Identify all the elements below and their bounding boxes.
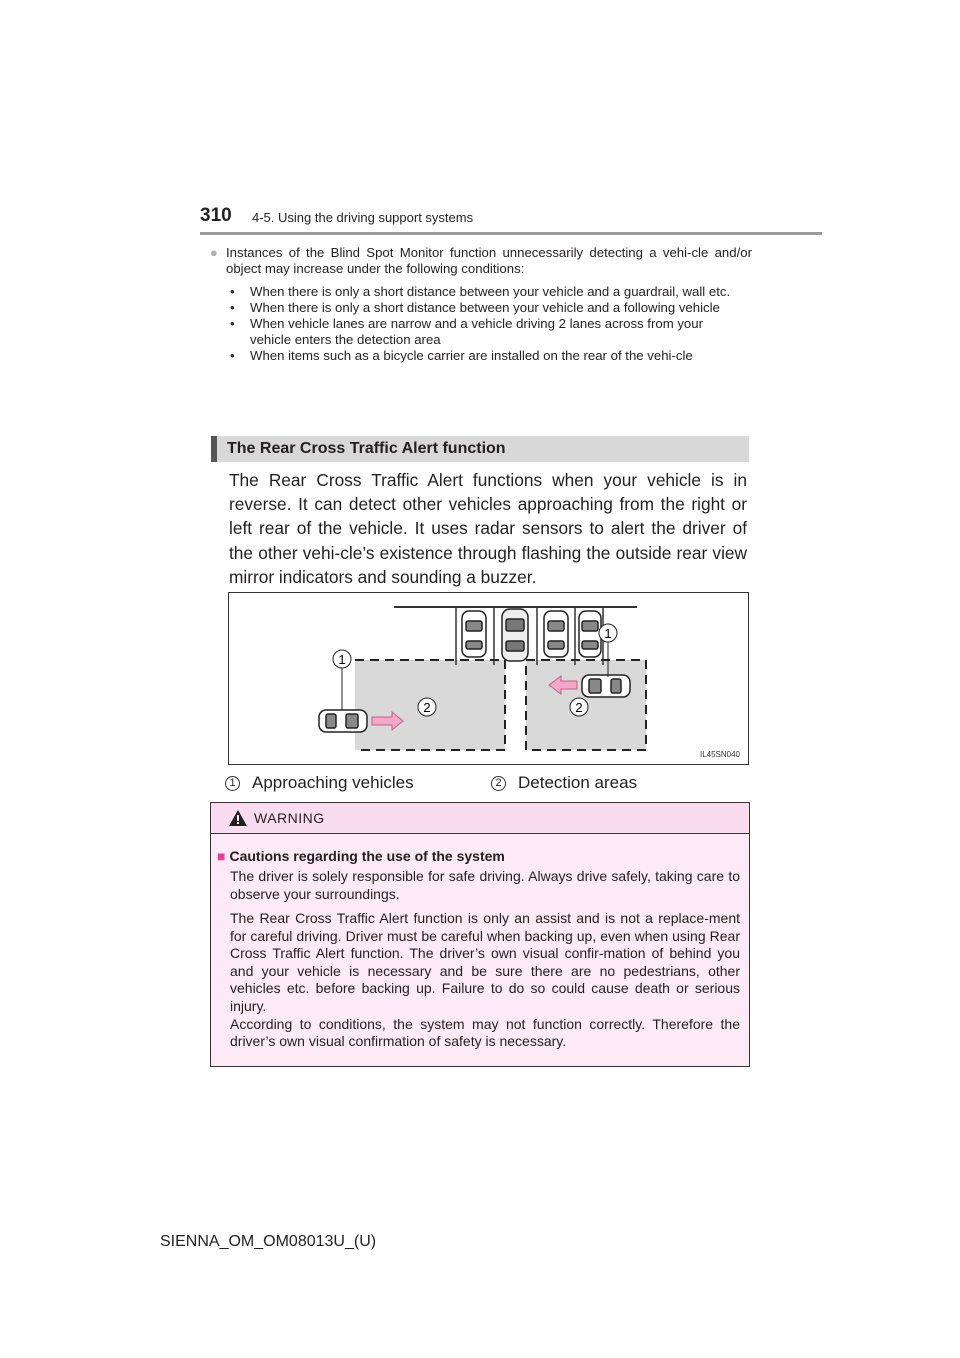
warning-paragraph: The driver is solely responsible for safe driving. Always drive safely, taking care to observe your surroundings. xyxy=(230,868,740,902)
document-code: SIENNA_OM_OM08013U_(U) xyxy=(160,1233,377,1250)
bullet-circle-icon: ● xyxy=(210,245,218,260)
legend-number: 2 xyxy=(491,776,506,791)
warning-body xyxy=(211,834,749,1066)
callout-2-right xyxy=(570,698,588,716)
list-item-text: When there is only a short distance between your vehicle and a guardrail, wall etc. xyxy=(250,284,731,299)
parked-car-icon xyxy=(579,611,601,657)
warning-heading-text: Cautions regarding the use of the system xyxy=(229,848,505,864)
parked-car-icon xyxy=(462,611,486,657)
rcta-body-text: The Rear Cross Traffic Alert functions when your vehicle is in reverse. It can detect other vehicles approaching from the right or left rear of the vehicle. It uses radar sensors to alert the driver of the other vehi-cle’s existence through flashing the outside rear view mirror indicators and sounding a buzzer. xyxy=(229,470,747,587)
page-number: 310 xyxy=(200,205,232,226)
legend-number: 1 xyxy=(225,776,240,791)
warning-heading xyxy=(217,848,505,864)
own-vehicle-icon xyxy=(502,609,528,661)
bsm-conditions-list xyxy=(226,284,746,364)
callout-1-right xyxy=(599,624,617,642)
legend-label: Detection areas xyxy=(518,773,638,792)
header-divider xyxy=(200,232,822,235)
svg-text:2: 2 xyxy=(423,700,431,715)
legend-item-1 xyxy=(225,773,414,793)
parking-lot-illustration xyxy=(229,593,748,764)
approaching-vehicle-left-icon xyxy=(319,710,367,732)
parked-car-icon xyxy=(544,611,568,657)
warning-box xyxy=(210,802,750,1067)
callout-2-left xyxy=(418,698,436,716)
legend-label: Approaching vehicles xyxy=(252,773,414,792)
list-item: • When items such as a bicycle carrier are installed on the rear of the vehi-cle xyxy=(230,348,693,363)
section-title: 4-5. Using the driving support systems xyxy=(252,210,474,225)
warning-triangle-icon xyxy=(228,809,248,827)
list-item: • When there is only a short distance between your vehicle and a guardrail, wall etc. xyxy=(230,284,731,299)
warning-label: WARNING xyxy=(254,810,325,826)
svg-text:1: 1 xyxy=(604,626,612,641)
list-item: • When vehicle lanes are narrow and a vehicle driving 2 lanes across from your vehicle enters the detection area xyxy=(230,316,703,347)
square-bullet-icon: ■ xyxy=(217,848,226,864)
list-item: • When there is only a short distance between your vehicle and a following vehicle xyxy=(230,300,720,315)
list-item-text: When vehicle lanes are narrow and a vehicle driving 2 lanes across from your vehicle enters the detection area xyxy=(250,316,703,347)
rcta-section-heading xyxy=(211,436,749,462)
bsm-note-text: Instances of the Blind Spot Monitor function unnecessarily detecting a vehi-cle and/or object may increase under the following conditions: xyxy=(226,245,752,276)
heading-accent-bar xyxy=(211,436,217,462)
warning-paragraph: The Rear Cross Traffic Alert function is only an assist and is not a replace-ment for careful driving. Driver must be careful when backing up, even when using Rear Cross Traffic Alert function. The driver’s own visual confir-mation of behind you and your vehicle is necessary and be sure there are no pedestrians, other vehicles etc. before backing up. Failure to do so could cause death or serious injury. According to conditions, the system may not function correctly. Therefore the driver’s own visual confirmation of safety is necessary. xyxy=(230,910,740,1050)
svg-text:1: 1 xyxy=(338,652,346,667)
rcta-heading-text: The Rear Cross Traffic Alert function xyxy=(227,440,506,457)
callout-1-left xyxy=(333,650,351,668)
legend-item-2 xyxy=(491,773,637,793)
svg-text:2: 2 xyxy=(575,700,583,715)
diagram-image-code: IL45SN040 xyxy=(699,750,740,759)
list-item-text: When items such as a bicycle carrier are installed on the rear of the vehi-cle xyxy=(250,348,693,363)
list-item-text: When there is only a short distance between your vehicle and a following vehicle xyxy=(250,300,720,315)
warning-header xyxy=(211,803,749,834)
approaching-vehicle-right-icon xyxy=(582,675,630,697)
rcta-diagram xyxy=(228,592,749,765)
